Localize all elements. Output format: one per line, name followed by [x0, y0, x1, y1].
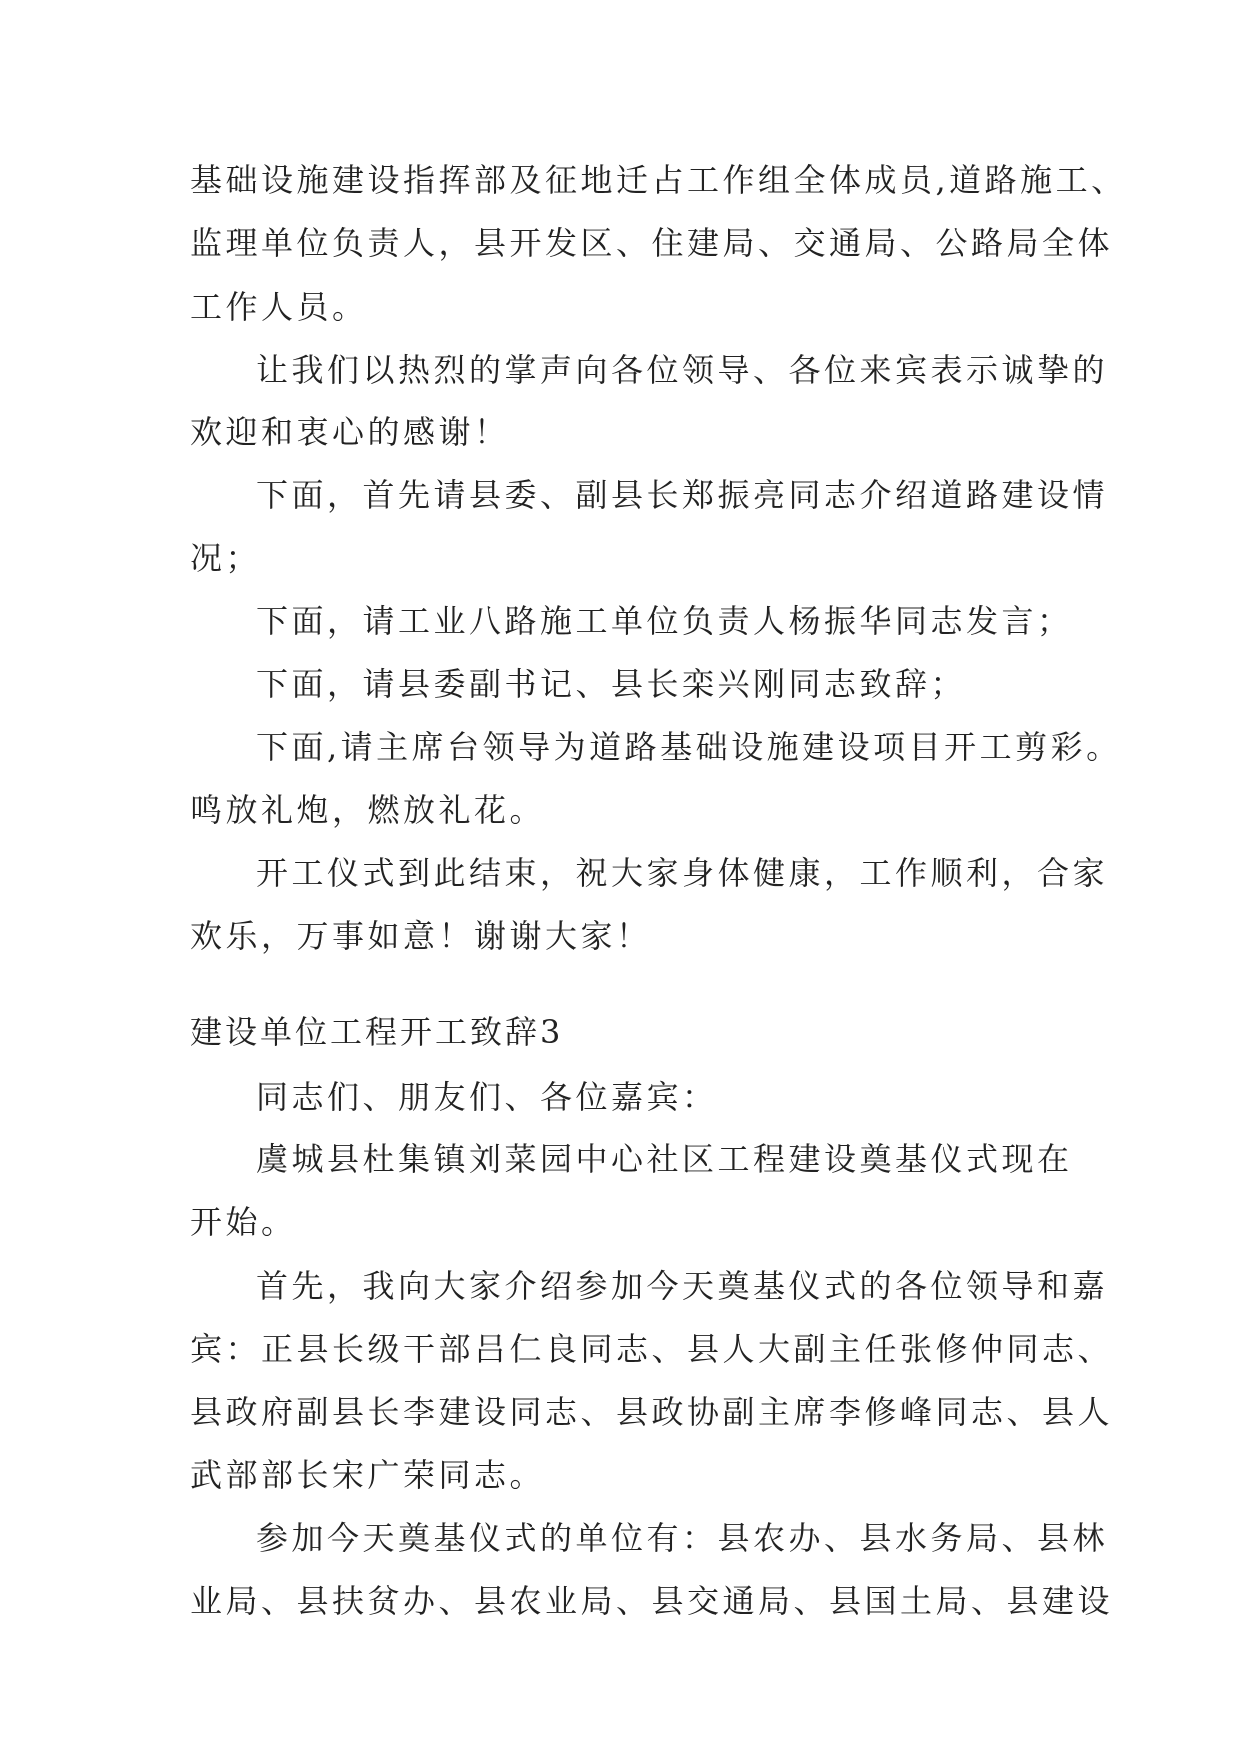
- text-line: 业局、县扶贫办、县农业局、县交通局、县国土局、县建设: [190, 1582, 1114, 1620]
- text-line: 宾：正县长级干部吕仁良同志、县人大副主任张修仲同志、: [190, 1330, 1114, 1368]
- text-line: 同志们、朋友们、各位嘉宾：: [256, 1078, 718, 1116]
- text-line: 工作人员。: [190, 288, 368, 326]
- text-line: 下面，请县委副书记、县长栾兴刚同志致辞；: [256, 665, 967, 703]
- section-heading: 建设单位工程开工致辞3: [190, 1013, 564, 1051]
- text-line: 武部部长宋广荣同志。: [190, 1456, 546, 1494]
- text-line: 开工仪式到此结束，祝大家身体健康，工作顺利，合家: [256, 854, 1109, 892]
- text-line: 欢乐，万事如意！谢谢大家！: [190, 917, 652, 955]
- text-line: 下面,请主席台领导为道路基础设施建设项目开工剪彩。: [256, 728, 1122, 766]
- text-line: 首先，我向大家介绍参加今天奠基仪式的各位领导和嘉: [256, 1267, 1109, 1305]
- text-line: 开始。: [190, 1203, 297, 1241]
- text-line: 监理单位负责人，县开发区、住建局、交通局、公路局全体: [190, 224, 1114, 262]
- text-line: 参加今天奠基仪式的单位有：县农办、县水务局、县林: [256, 1519, 1109, 1557]
- text-line: 基础设施建设指挥部及征地迁占工作组全体成员,道路施工、: [190, 161, 1127, 199]
- text-line: 虞城县杜集镇刘菜园中心社区工程建设奠基仪式现在: [256, 1140, 1073, 1178]
- text-line: 下面，请工业八路施工单位负责人杨振华同志发言；: [256, 602, 1073, 640]
- text-line: 让我们以热烈的掌声向各位领导、各位来宾表示诚挚的: [256, 351, 1109, 389]
- text-line: 况；: [190, 539, 262, 577]
- text-line: 县政府副县长李建设同志、县政协副主席李修峰同志、县人: [190, 1393, 1114, 1431]
- text-line: 下面，首先请县委、副县长郑振亮同志介绍道路建设情: [256, 476, 1109, 514]
- text-line: 欢迎和衷心的感谢！: [190, 413, 510, 451]
- text-line: 鸣放礼炮，燃放礼花。: [190, 791, 546, 829]
